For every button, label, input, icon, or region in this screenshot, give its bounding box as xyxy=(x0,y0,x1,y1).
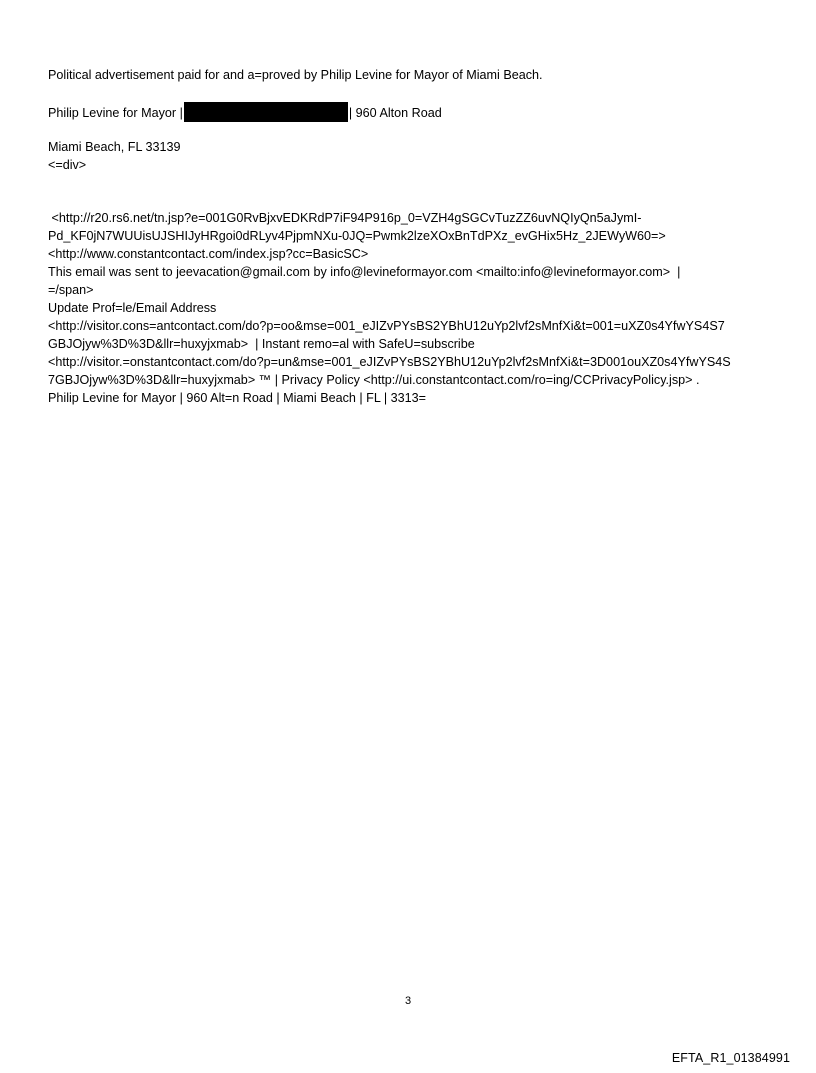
div-tag-line: <=div> xyxy=(48,158,87,172)
redaction-block xyxy=(184,102,348,122)
address-line xyxy=(48,102,442,122)
update-url-line-2: GBJOjyw%3D%3D&llr=huxyjxmab> | Instant remo=al with SafeU=subscribe xyxy=(48,337,475,351)
footer-address-line: Philip Levine for Mayor | 960 Alt=n Road | Miami Beach | FL | 3313= xyxy=(48,391,427,405)
update-profile-line: Update Prof=le/Email Address xyxy=(48,301,217,315)
unsubscribe-url-line-2: 7GBJOjyw%3D%3D&llr=huxyjxmab> ™ | Privacy Policy <http://ui.constantcontact.com/ro=ing/CCPrivacyPolicy.jsp> . xyxy=(48,373,700,387)
tracking-url-line-1: <http://r20.rs6.net/tn.jsp?e=001G0RvBjxvEDKRdP7iF94P916p_0=VZH4gSGCvTuzZZ6uvNQIyQn5aJymI- xyxy=(48,211,642,225)
document-id: EFTA_R1_01384991 xyxy=(671,1051,790,1065)
constantcontact-url-line: <http://www.constantcontact.com/index.jsp?cc=BasicSC> xyxy=(48,247,369,261)
tracking-url-line-2: Pd_KF0jN7WUUisUJSHIJyHRgoi0dRLyv4PjpmNXu-0JQ=Pwmk2lzeXOxBnTdPXz_evGHix5Hz_2JEWyW60=> xyxy=(48,229,666,243)
sent-to-line: This email was sent to jeevacation@gmail.com by info@levineformayor.com <mailto:info@levineformayor.com> | xyxy=(48,265,681,279)
city-line: Miami Beach, FL 33139 xyxy=(48,140,181,154)
disclaimer-line: Political advertisement paid for and a=proved by Philip Levine for Mayor of Miami Beach. xyxy=(48,68,543,82)
unsubscribe-url-line-1: <http://visitor.=onstantcontact.com/do?p=un&mse=001_eJIZvPYsBS2YBhU12uYp2lvf2sMnfXi&t=3D001ouXZ0s4YfwYS4S xyxy=(48,355,731,369)
page-number: 3 xyxy=(404,995,412,1007)
update-url-line-1: <http://visitor.cons=antcontact.com/do?p=oo&mse=001_eJIZvPYsBS2YBhU12uYp2lvf2sMnfXi&t=001=uXZ0s4YfwYS4S7 xyxy=(48,319,725,333)
address-name: Philip Levine for Mayor | xyxy=(48,106,183,120)
span-tag-line: =/span> xyxy=(48,283,94,297)
address-street: | 960 Alton Road xyxy=(348,106,442,120)
